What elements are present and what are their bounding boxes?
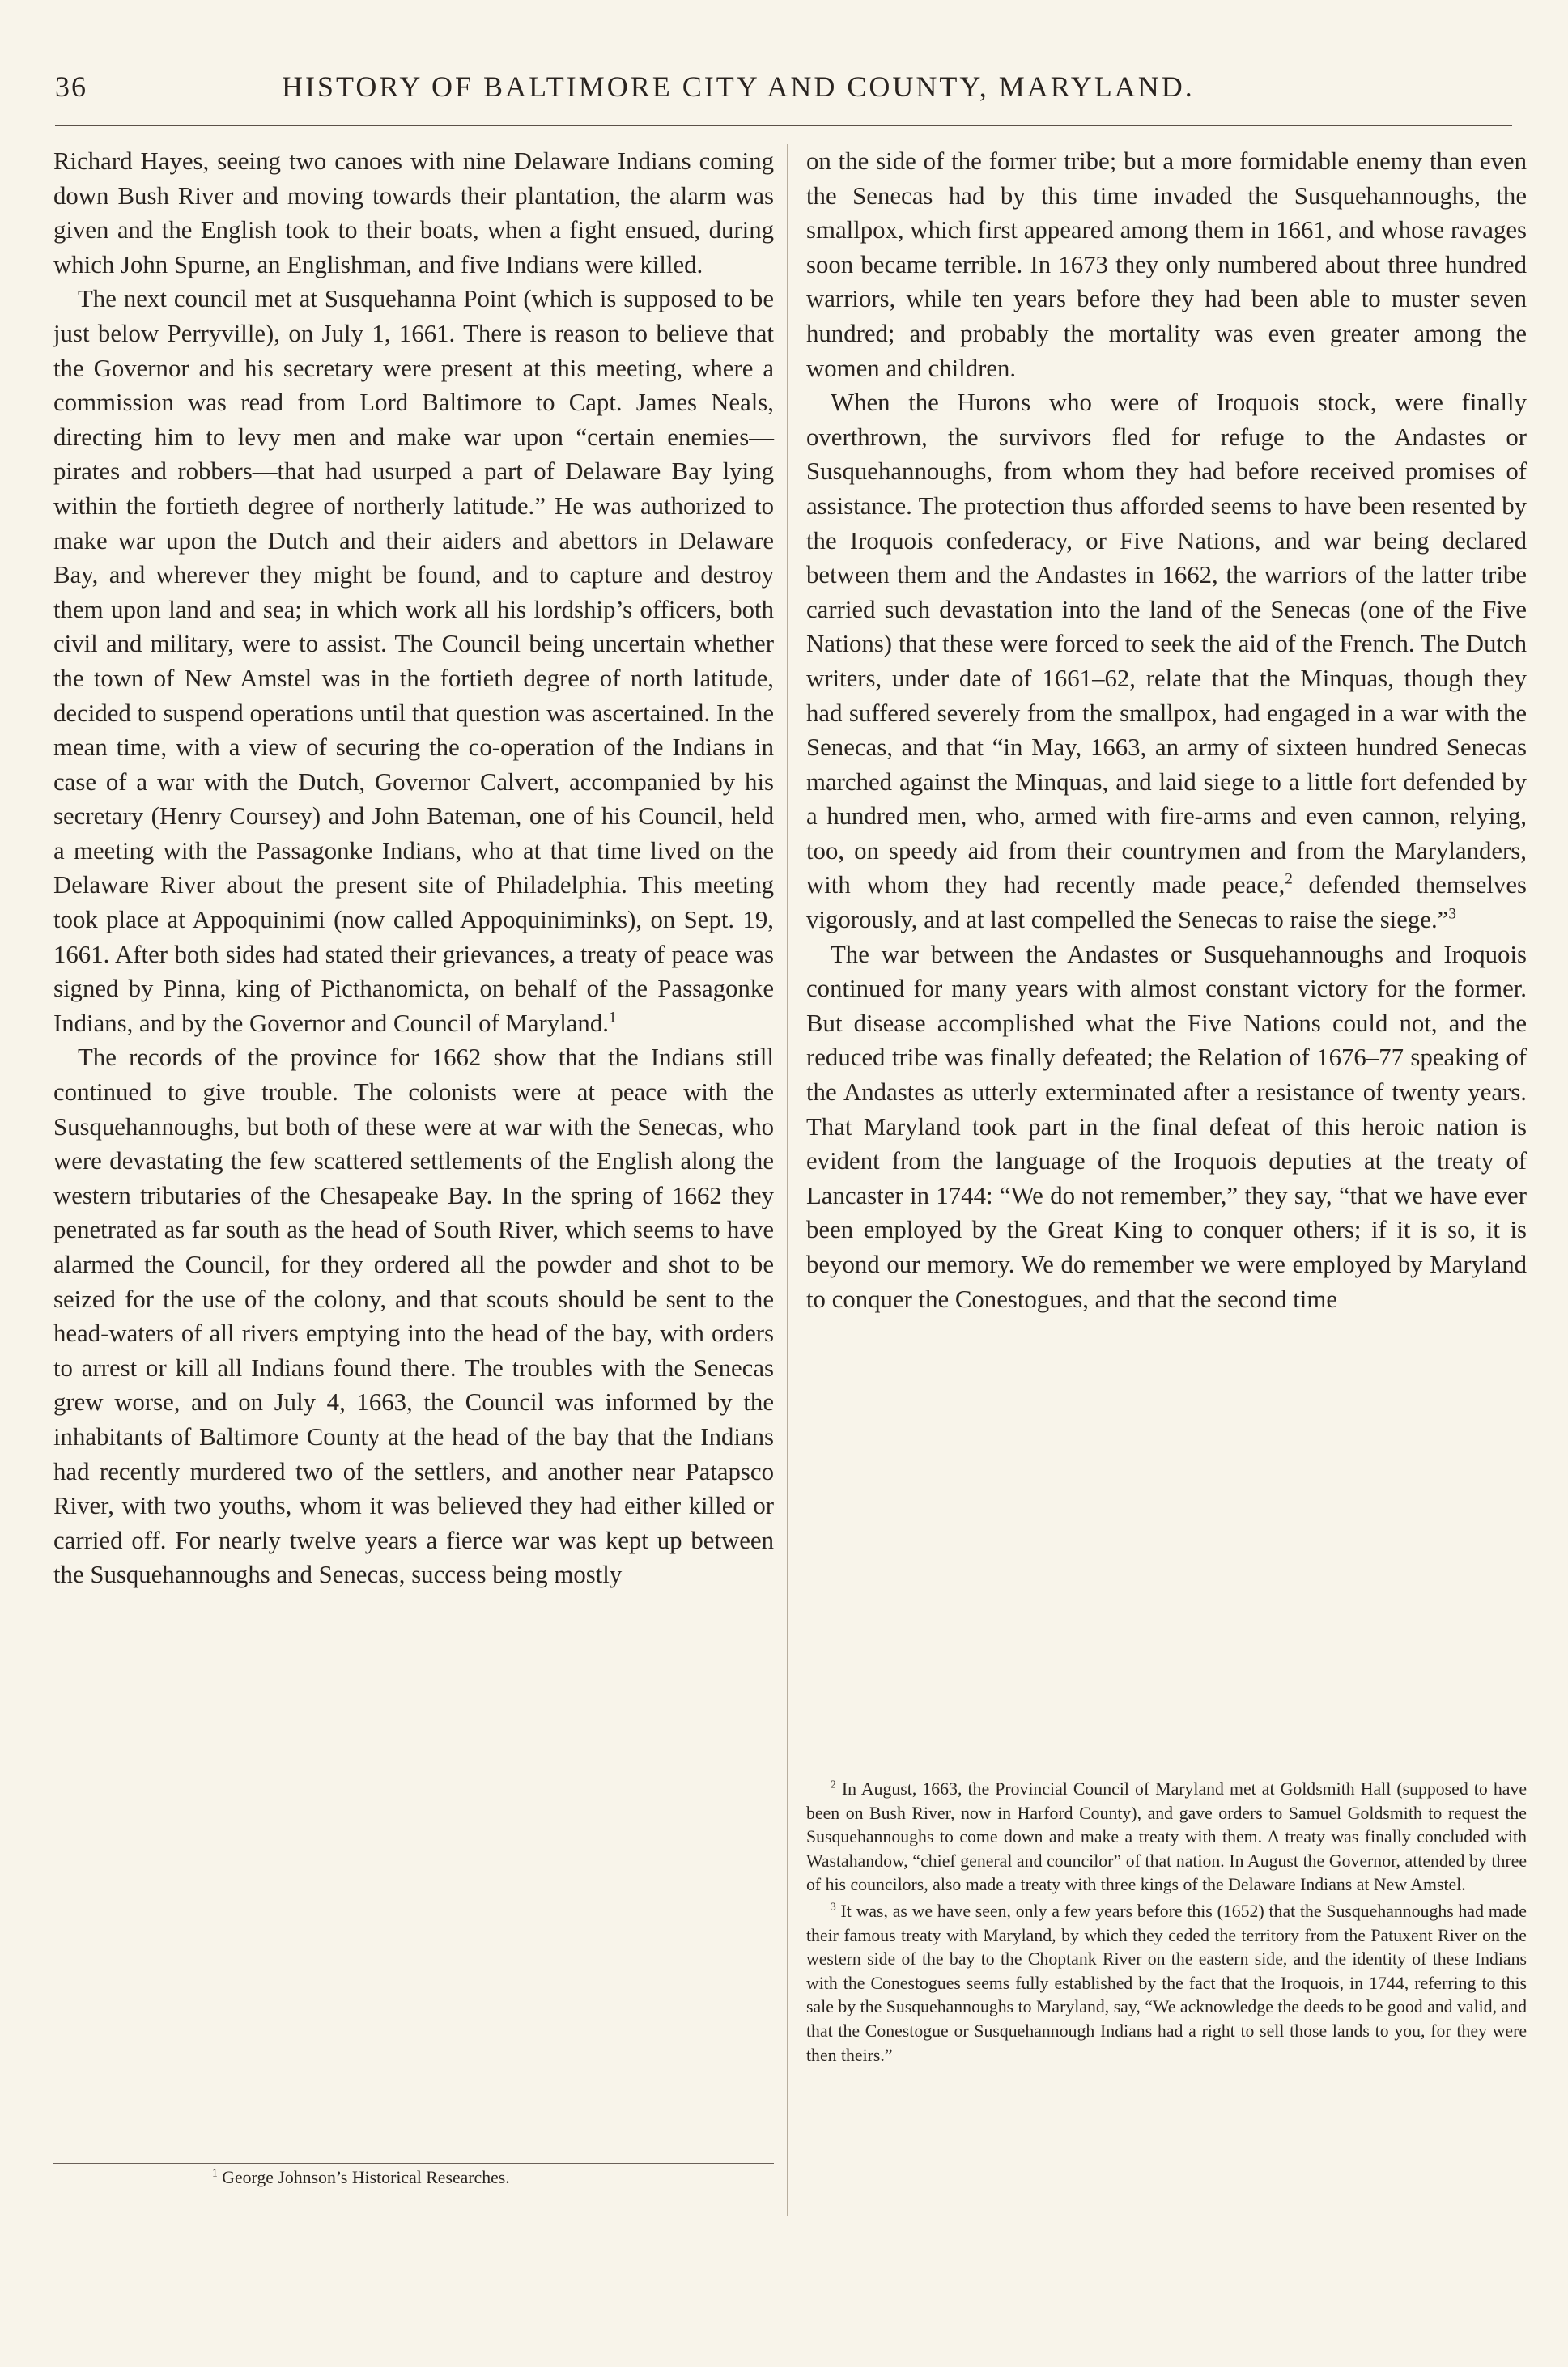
left-paragraph-1: Richard Hayes, seeing two canoes with nine Delaware Indians coming down Bush River and moving towards their plantation, the alarm was given and the English took to their boats, when a fight ensued, during which John Spurne, an Englishman, and five Indians were killed. — [53, 147, 774, 278]
right-paragraph-3: The war between the Andastes or Susquehannoughs and Iroquois continued for many years with almost constant victory for the former. But disease accomplished what the Five Nations could not, and the reduced tribe was finally defeated; the Relation of 1676–77 speaking of the Andastes as utterly exterminated after a resistance of twenty years. That Maryland took part in the final defeat of this heroic nation is evident from the language of the Iroquois deputies at the treaty of Lancaster in 1744: “We do not remember,” they say, “that we have ever been employed by the Great King to conquer others; if it is so, it is beyond our memory. We do remember we were employed by Maryland to conquer the Conestogues, and that the second time — [806, 940, 1527, 1313]
left-paragraph-2: The next council met at Susquehanna Point (which is supposed to be just below Perryville), on July 1, 1661. There is reason to believe that the Governor and his secretary were present at this meeting, where a commission was read from Lord Baltimore to Capt. James Neals, directing him to levy men and make war upon “certain enemies—pirates and robbers—that had usurped a part of Delaware Bay lying within the fortieth degree of northerly latitude.” He was authorized to make war upon the Dutch and their aiders and abettors in Delaware Bay, and wherever they might be found, and to capture and destroy them upon land and sea; in which work all his lordship’s officers, both civil and military, were to assist. The Council being uncertain whether the town of New Amstel was in the fortieth degree of north latitude, decided to suspend operations until that question was ascertained. In the mean time, with a view of securing the co-operation of the Indians in case of a war with the Dutch, Governor Calvert, accompanied by his secretary (Henry Coursey) and John Bateman, one of his Council, held a meeting with the Passagonke Indians, who at that time lived on the Delaware River about the present site of Philadelphia. This meeting took place at Appoquinimi (now called Appoquiniminks), on Sept. 19, 1661. After both sides had stated their grievances, a treaty of peace was signed by Pinna, king of Picthanomicta, on behalf of the Passagonke Indians, and by the Governor and Council of Maryland.$^1$ — [53, 285, 774, 1037]
header-rule — [55, 125, 1512, 126]
footnote-rule-left — [53, 2163, 774, 2164]
footnote-reference: 3 — [1448, 905, 1456, 923]
right-column — [806, 144, 1527, 1316]
right-paragraph-1: on the side of the former tribe; but a more formidable enemy than even the Senecas had by this time invaded the Susquehannoughs, the smallpox, which first appeared among them in 1661, and whose ravages soon became terrible. In 1673 they only numbered about three hundred warriors, while ten years before they had been able to muster seven hundred; and probably the mortality was even greater among the women and children. — [806, 147, 1527, 382]
left-column — [53, 144, 774, 1592]
footnote-reference: 1 — [608, 1009, 617, 1026]
footnotes-left — [53, 2166, 774, 2191]
footnote-2: $^2$ In August, 1663, the Provincial Council of Maryland met at Goldsmith Hall (supposed to have been on Bush River, now in Harford County), and gave orders to Samuel Goldsmith to request the Susquehannoughs to come down and make a treaty with them. A treaty was finally concluded with Wastahandow, “chief general and councilor” of that nation. In August the Governor, attended by three of his councilors, also made a treaty with three kings of the Delaware Indians at New Amstel. — [806, 1778, 1527, 1895]
footnote-3-mark: 3 — [831, 1900, 836, 1913]
footnote-3: $^3$ It was, as we have seen, only a few years before this (1652) that the Susquehannoughs had made their famous treaty with Maryland, by which they ceded the territory from the Patuxent River on the western side of the bay to the Choptank River on the eastern side, and the identity of these Indians with the Conestogues seems fully established by the fact that the Iroquois, in 1744, referring to this sale by the Susquehannoughs to Maryland, say, “We acknowledge the deeds to be good and valid, and that the Conestogue or Susquehannough Indians had a right to sell those lands to you, for they were then theirs.” — [806, 1900, 1527, 2065]
running-title: HISTORY OF BALTIMORE CITY AND COUNTY, MARYLAND. — [282, 70, 1195, 103]
footnote-1: $^1$ George Johnson’s Historical Researches. — [212, 2166, 510, 2187]
running-head — [55, 70, 1512, 118]
footnote-1-mark: 1 — [212, 2166, 218, 2179]
right-paragraph-2: When the Hurons who were of Iroquois stock, were finally overthrown, the survivors fled for refuge to the Andastes or Susquehannoughs, from whom they had before received promises of assistance. The protection thus afforded seems to have been resented by the Iroquois confederacy, or Five Nations, and war being declared between them and the Andastes in 1662, the warriors of the latter tribe carried such devastation into the land of the Senecas (one of the Five Nations) that these were forced to seek the aid of the French. The Dutch writers, under date of 1661–62, relate that the Minquas, though they had suffered severely from the smallpox, had engaged in a war with the Senecas, and that “in May, 1663, an army of sixteen hundred Senecas marched against the Minquas, and laid siege to a little fort defended by a hundred men, who, armed with fire-arms and even cannon, relying, too, on speedy aid from their countrymen and from the Marylanders, with whom they had recently made peace,$^2$ defended themselves vigorously, and at last compelled the Senecas to raise the siege.”$^3$ — [806, 389, 1527, 934]
footnote-reference: 2 — [1285, 871, 1293, 889]
footnote-2-mark: 2 — [831, 1778, 836, 1791]
column-divider — [787, 144, 788, 2216]
footnotes-right — [806, 1778, 1527, 2070]
left-paragraph-3: The records of the province for 1662 show that the Indians still continued to give trouble. The colonists were at peace with the Susquehannoughs, but both of these were at war with the Senecas, who were devastating the few scattered settlements of the English along the western tributaries of the Chesapeake Bay. In the spring of 1662 they penetrated as far south as the head of South River, which seems to have alarmed the Council, for they ordered all the powder and shot to be seized for the use of the colony, and that scouts should be sent to the head-waters of all rivers emptying into the head of the bay, with orders to arrest or kill all Indians found there. The troubles with the Senecas grew worse, and on July 4, 1663, the Council was informed by the inhabitants of Baltimore County at the head of the bay that the Indians had recently murdered two of the settlers, and another near Patapsco River, with two youths, whom it was believed they had either killed or carried off. For nearly twelve years a fierce war was kept up between the Susquehannoughs and Senecas, success being mostly — [53, 1043, 774, 1589]
page-number: 36 — [55, 70, 87, 103]
